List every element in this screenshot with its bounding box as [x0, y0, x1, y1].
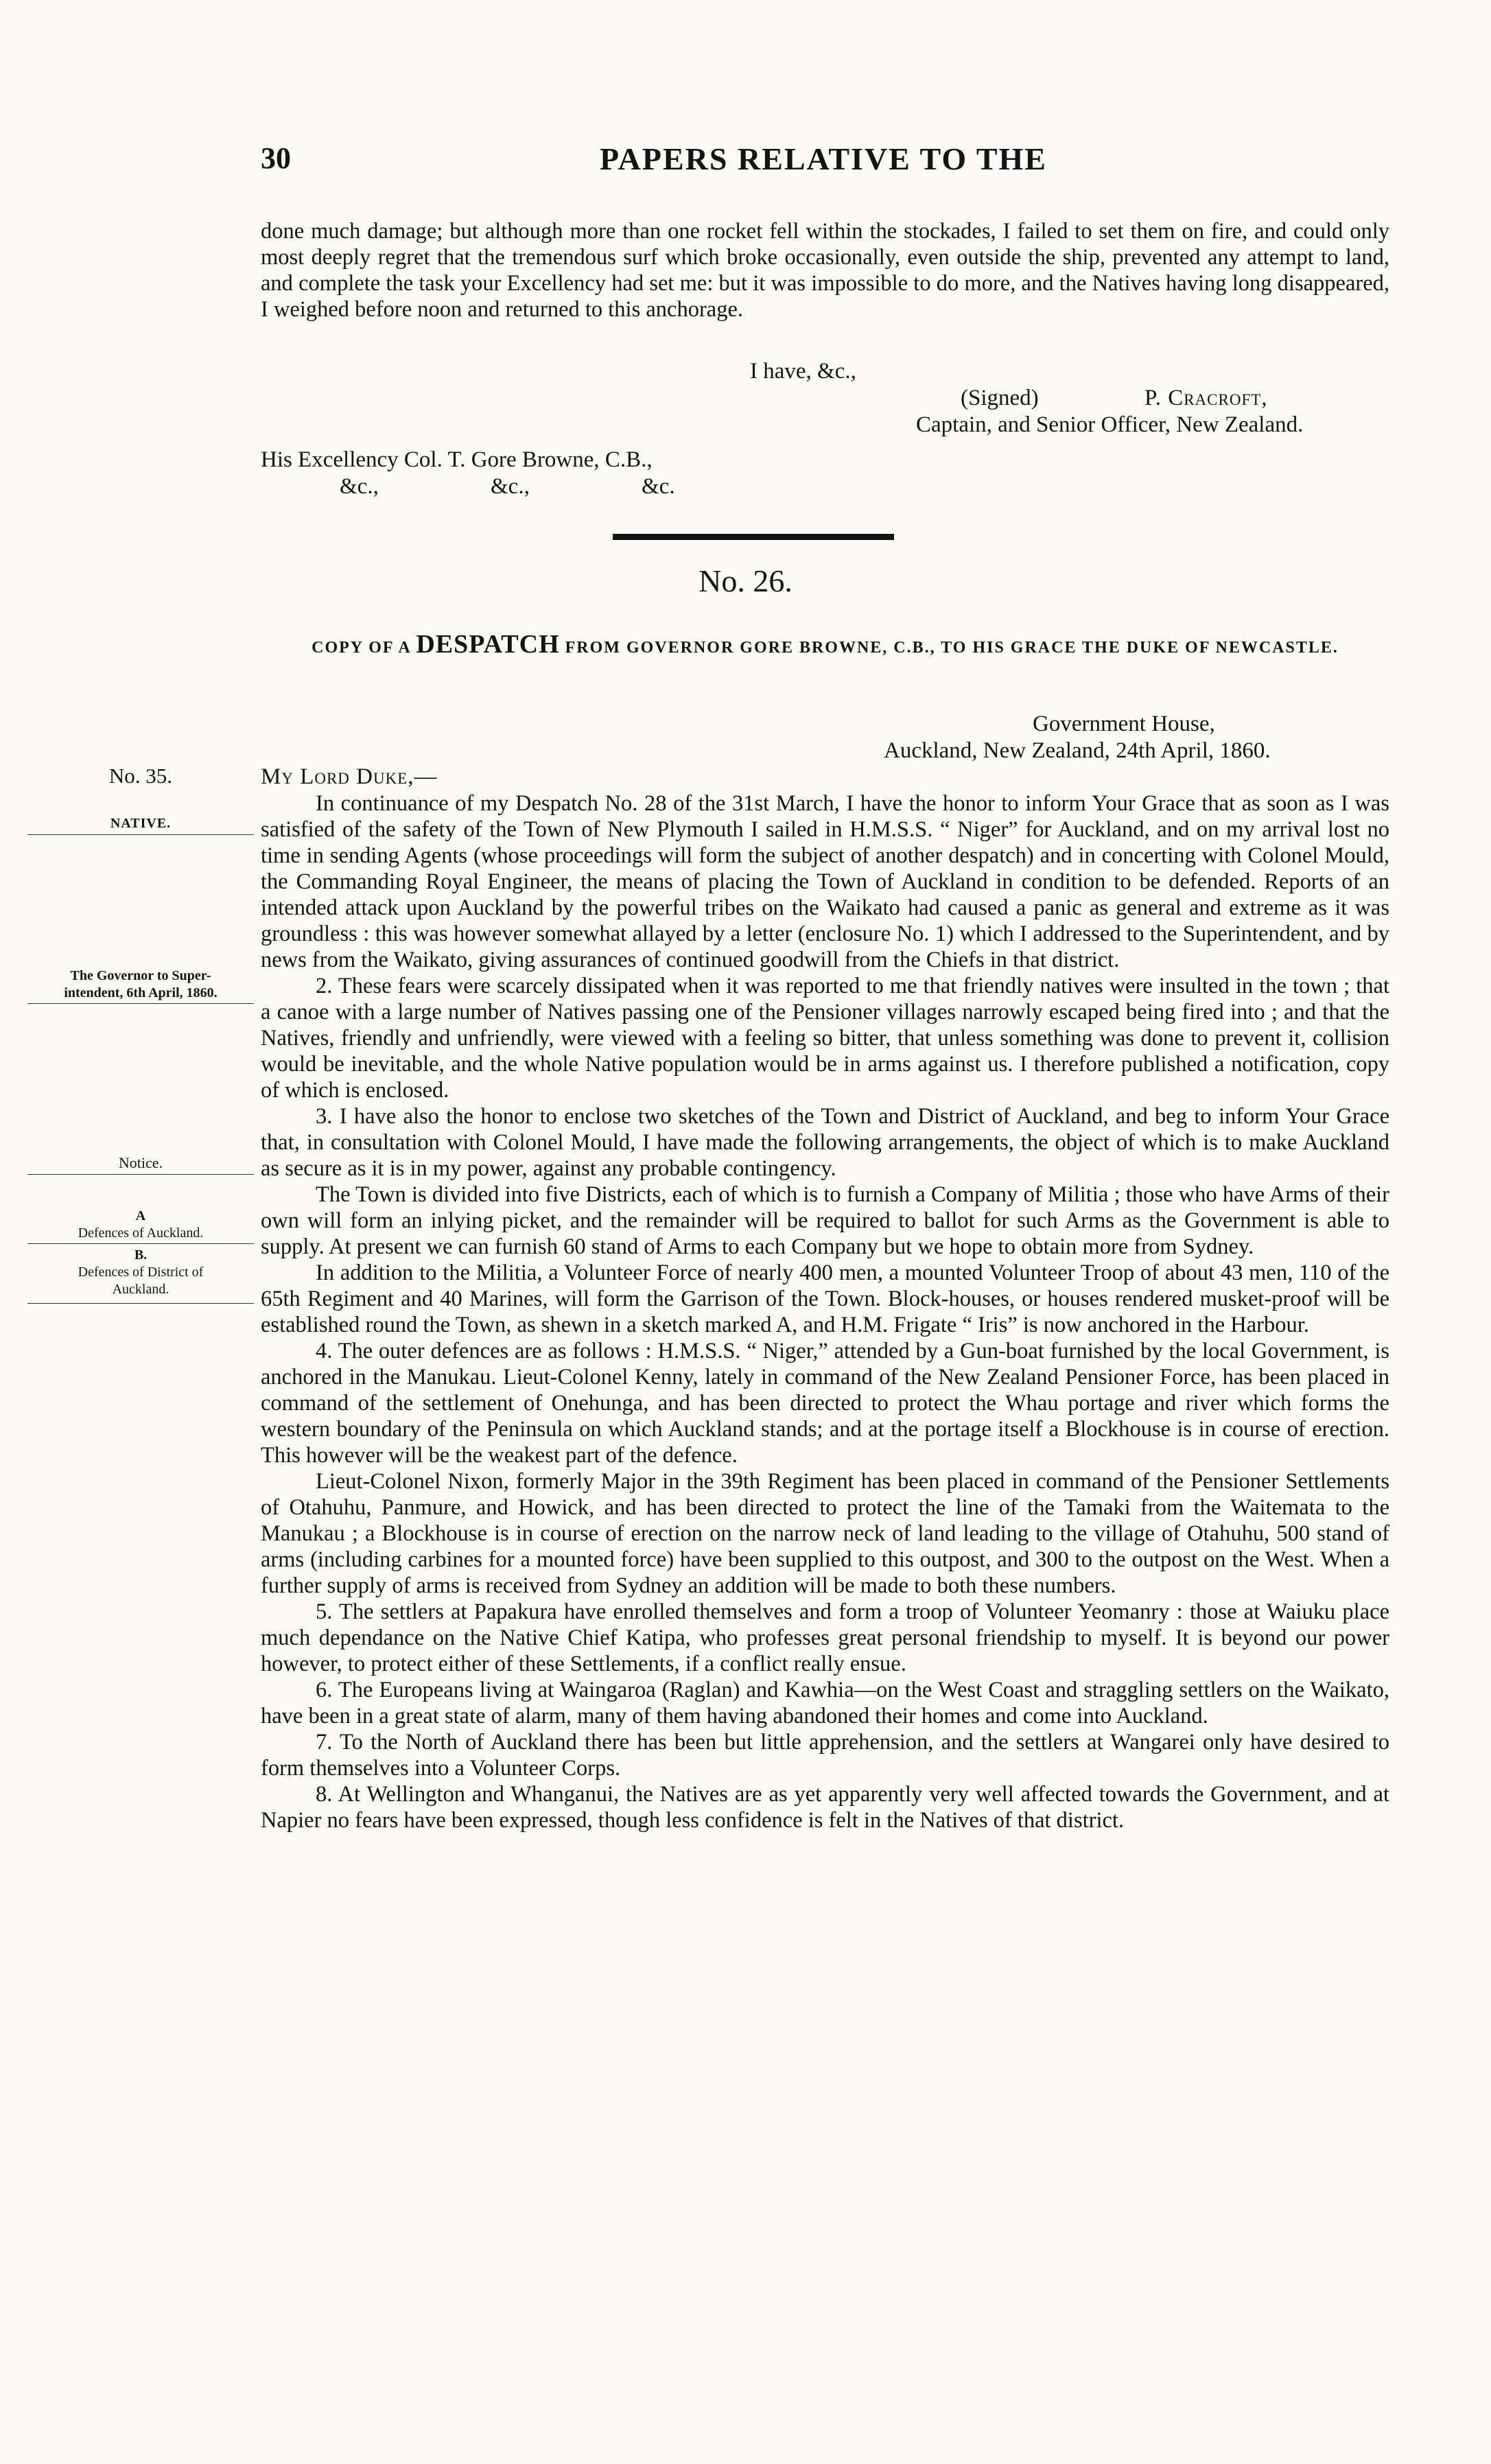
margin-note-no35: No. 35. — [108, 764, 173, 788]
title-prefix: COPY OF A — [312, 639, 411, 657]
addressee-etc-3: &c. — [642, 474, 675, 499]
letter-end-text: done much damage; but although more than one rocket fell within the stockades, I failed to set them on fire, and could only most deeply regret that the tremendous surf which broke occasionally, even outside the ship, prevented any attempt to land, and complete the task your Excellency had set me: but it was impossible to do more, and the Natives having long disappeared, I weighed before noon and returned to this anchorage. — [261, 219, 1389, 322]
closing-line: I have, &c., — [750, 359, 856, 384]
signer-title: Captain, and Senior Officer, New Zealand. — [916, 412, 1304, 437]
despatch-paragraph: 8. At Wellington and Whanganui, the Natives are as yet apparently very well affected towards the Government, and at Napier no fears have been expressed, though less confidence is felt in the Natives of that district. — [261, 1782, 1389, 1833]
page-number: 30 — [261, 141, 291, 175]
title-main: DESPATCH — [416, 630, 560, 659]
title-rest: FROM GOVERNOR GORE BROWNE, C.B., TO HIS GRACE THE DUKE OF NEWCASTLE. — [565, 639, 1339, 657]
page-header — [261, 141, 1386, 189]
despatch-paragraph: 3. I have also the honor to enclose two sketches of the Town and District of Auckland, and beg to inform Your Grace that, in consultation with Colonel Mould, I have made the following arrangements, the object of which is to make Auckland as secure as it is in my power, against any probable contingency. — [261, 1104, 1389, 1181]
margin-note-defences-district-2: Auckland. — [27, 1281, 254, 1304]
despatch-number: No. 26. — [698, 563, 793, 598]
margin-note-notice: Notice. — [27, 1155, 254, 1175]
margin-note-defences-district-1: Defences of District of — [78, 1265, 204, 1280]
margin-note-defences-auckland: Defences of Auckland. — [27, 1225, 254, 1244]
despatch-paragraph: 5. The settlers at Papakura have enrolled themselves and form a troop of Volunteer Yeomanry : those at Waiuku place much dependance on the Native Chief Katipa, who professes great personal friendship to myself. It is beyond our power however, to protect either of these Settlements, if a conflict really ensue. — [261, 1599, 1389, 1676]
margin-note-b: B. — [134, 1247, 148, 1263]
despatch-paragraph: Lieut-Colonel Nixon, formerly Major in the 39th Regiment has been placed in command of the Pensioner Settlements of Otahuhu, Panmure, and Howick, and has been directed to protect the line of the Tamaki from the Waitemata to the Manukau ; a Blockhouse is in course of erection on the narrow neck of land leading to the village of Otahuhu, 500 stand of arms (including carbines for a mounted force) have been supplied to this outpost, and 300 to the outpost on the West. When a further supply of arms is received from Sydney an addition will be made to both these numbers. — [261, 1469, 1389, 1598]
signed-label: (Signed) — [961, 386, 1039, 410]
despatch-paragraph: 7. To the North of Auckland there has been but little apprehension, and the settlers at Wangarei only have desired to form themselves into a Volunteer Corps. — [261, 1730, 1389, 1781]
despatch-paragraph: 4. The outer defences are as follows : H.M.S.S. “ Niger,” attended by a Gun-boat furnished by the local Government, is anchored in the Manukau. Lieut-Colonel Kenny, lately in command of the New Zealand Pensioner Force, has been placed in command of the settlement of Onehunga, and has been directed to protect the Whau portage and river which forms the western boundary of the Peninsula on which Auckland stands; and at the portage itself a Blockhouse is in course of erection. This however will be the weakest part of the defence. — [261, 1339, 1389, 1468]
section-rule — [613, 534, 894, 540]
despatch-paragraph: In continuance of my Despatch No. 28 of the 31st March, I have the honor to inform Your Grace that as soon as I was satisfied of the safety of the Town of New Plymouth I sailed in H.M.S.S. “ Niger” for Auckland, and on my arrival lost no time in sending Agents (whose proceedings will form the subject of another despatch) and in concerting with Colonel Mould, the Commanding Royal Engineer, the means of placing the Town of Auckland in condition to be defended. Reports of an intended attack upon Auckland by the powerful tribes on the Waikato had caused a panic as general and extreme as it was groundless : this was however somewhat allayed by a letter (enclosure No. 1) which I addressed to the Superintendent, and by news from the Waikato, giving assurances of continued goodwill from the Chiefs in that district. — [261, 791, 1389, 972]
margin-note-native: NATIVE. — [27, 815, 254, 835]
signer-name: P. Cracroft, — [1144, 386, 1268, 410]
margin-note-a: A — [135, 1208, 146, 1223]
letter-end-paragraph — [261, 218, 1389, 322]
addressee-etc-1: &c., — [340, 474, 379, 499]
location-line-2: Auckland, New Zealand, 24th April, 1860. — [884, 738, 1271, 763]
addressee: His Excellency Col. T. Gore Browne, C.B., — [261, 447, 653, 472]
salutation: My Lord Duke,— — [261, 764, 438, 789]
addressee-etc-2: &c., — [491, 474, 530, 499]
despatch-paragraph: In addition to the Militia, a Volunteer Force of nearly 400 men, a mounted Volunteer Troop of about 43 men, 110 of the 65th Regiment and 40 Marines, will form the Garrison of the Town. Block-houses, or houses rendered musket-proof will be established round the Town, as shewn in a sketch marked A, and H.M. Frigate “ Iris” is now anchored in the Harbour. — [261, 1260, 1389, 1337]
margin-note-governor-2: intendent, 6th April, 1860. — [27, 985, 254, 1004]
running-head: PAPERS RELATIVE TO THE — [600, 141, 1047, 176]
margin-note-governor-1: The Governor to Super- — [70, 968, 211, 983]
despatch-body — [261, 790, 1389, 1833]
despatch-paragraph: 2. These fears were scarcely dissipated when it was reported to me that friendly natives were insulted in the town ; that a canoe with a large number of Natives passing one of the Pensioner villages narrowly escaped being fired into ; and that the Natives, friendly and unfriendly, were viewed with a feeling so bitter, that unless something was done to prevent it, collision would be inevitable, and the whole Native population would be in arms against us. I therefore published a notification, copy of which is enclosed. — [261, 974, 1389, 1103]
despatch-title — [261, 630, 1389, 662]
location-line-1: Government House, — [1033, 712, 1215, 736]
despatch-paragraph: 6. The Europeans living at Waingaroa (Raglan) and Kawhia—on the West Coast and straggling settlers on the Waikato, have been in a great state of alarm, many of them having abandoned their homes and come into Auckland. — [261, 1678, 1389, 1728]
despatch-paragraph: The Town is divided into five Districts, each of which is to furnish a Company of Militia ; those who have Arms of their own will form an inlying picket, and the remainder will be required to ballot for such Arms as the Government is able to supply. At present we can furnish 60 stand of Arms to each Company but we hope to obtain more from Sydney. — [261, 1182, 1389, 1259]
